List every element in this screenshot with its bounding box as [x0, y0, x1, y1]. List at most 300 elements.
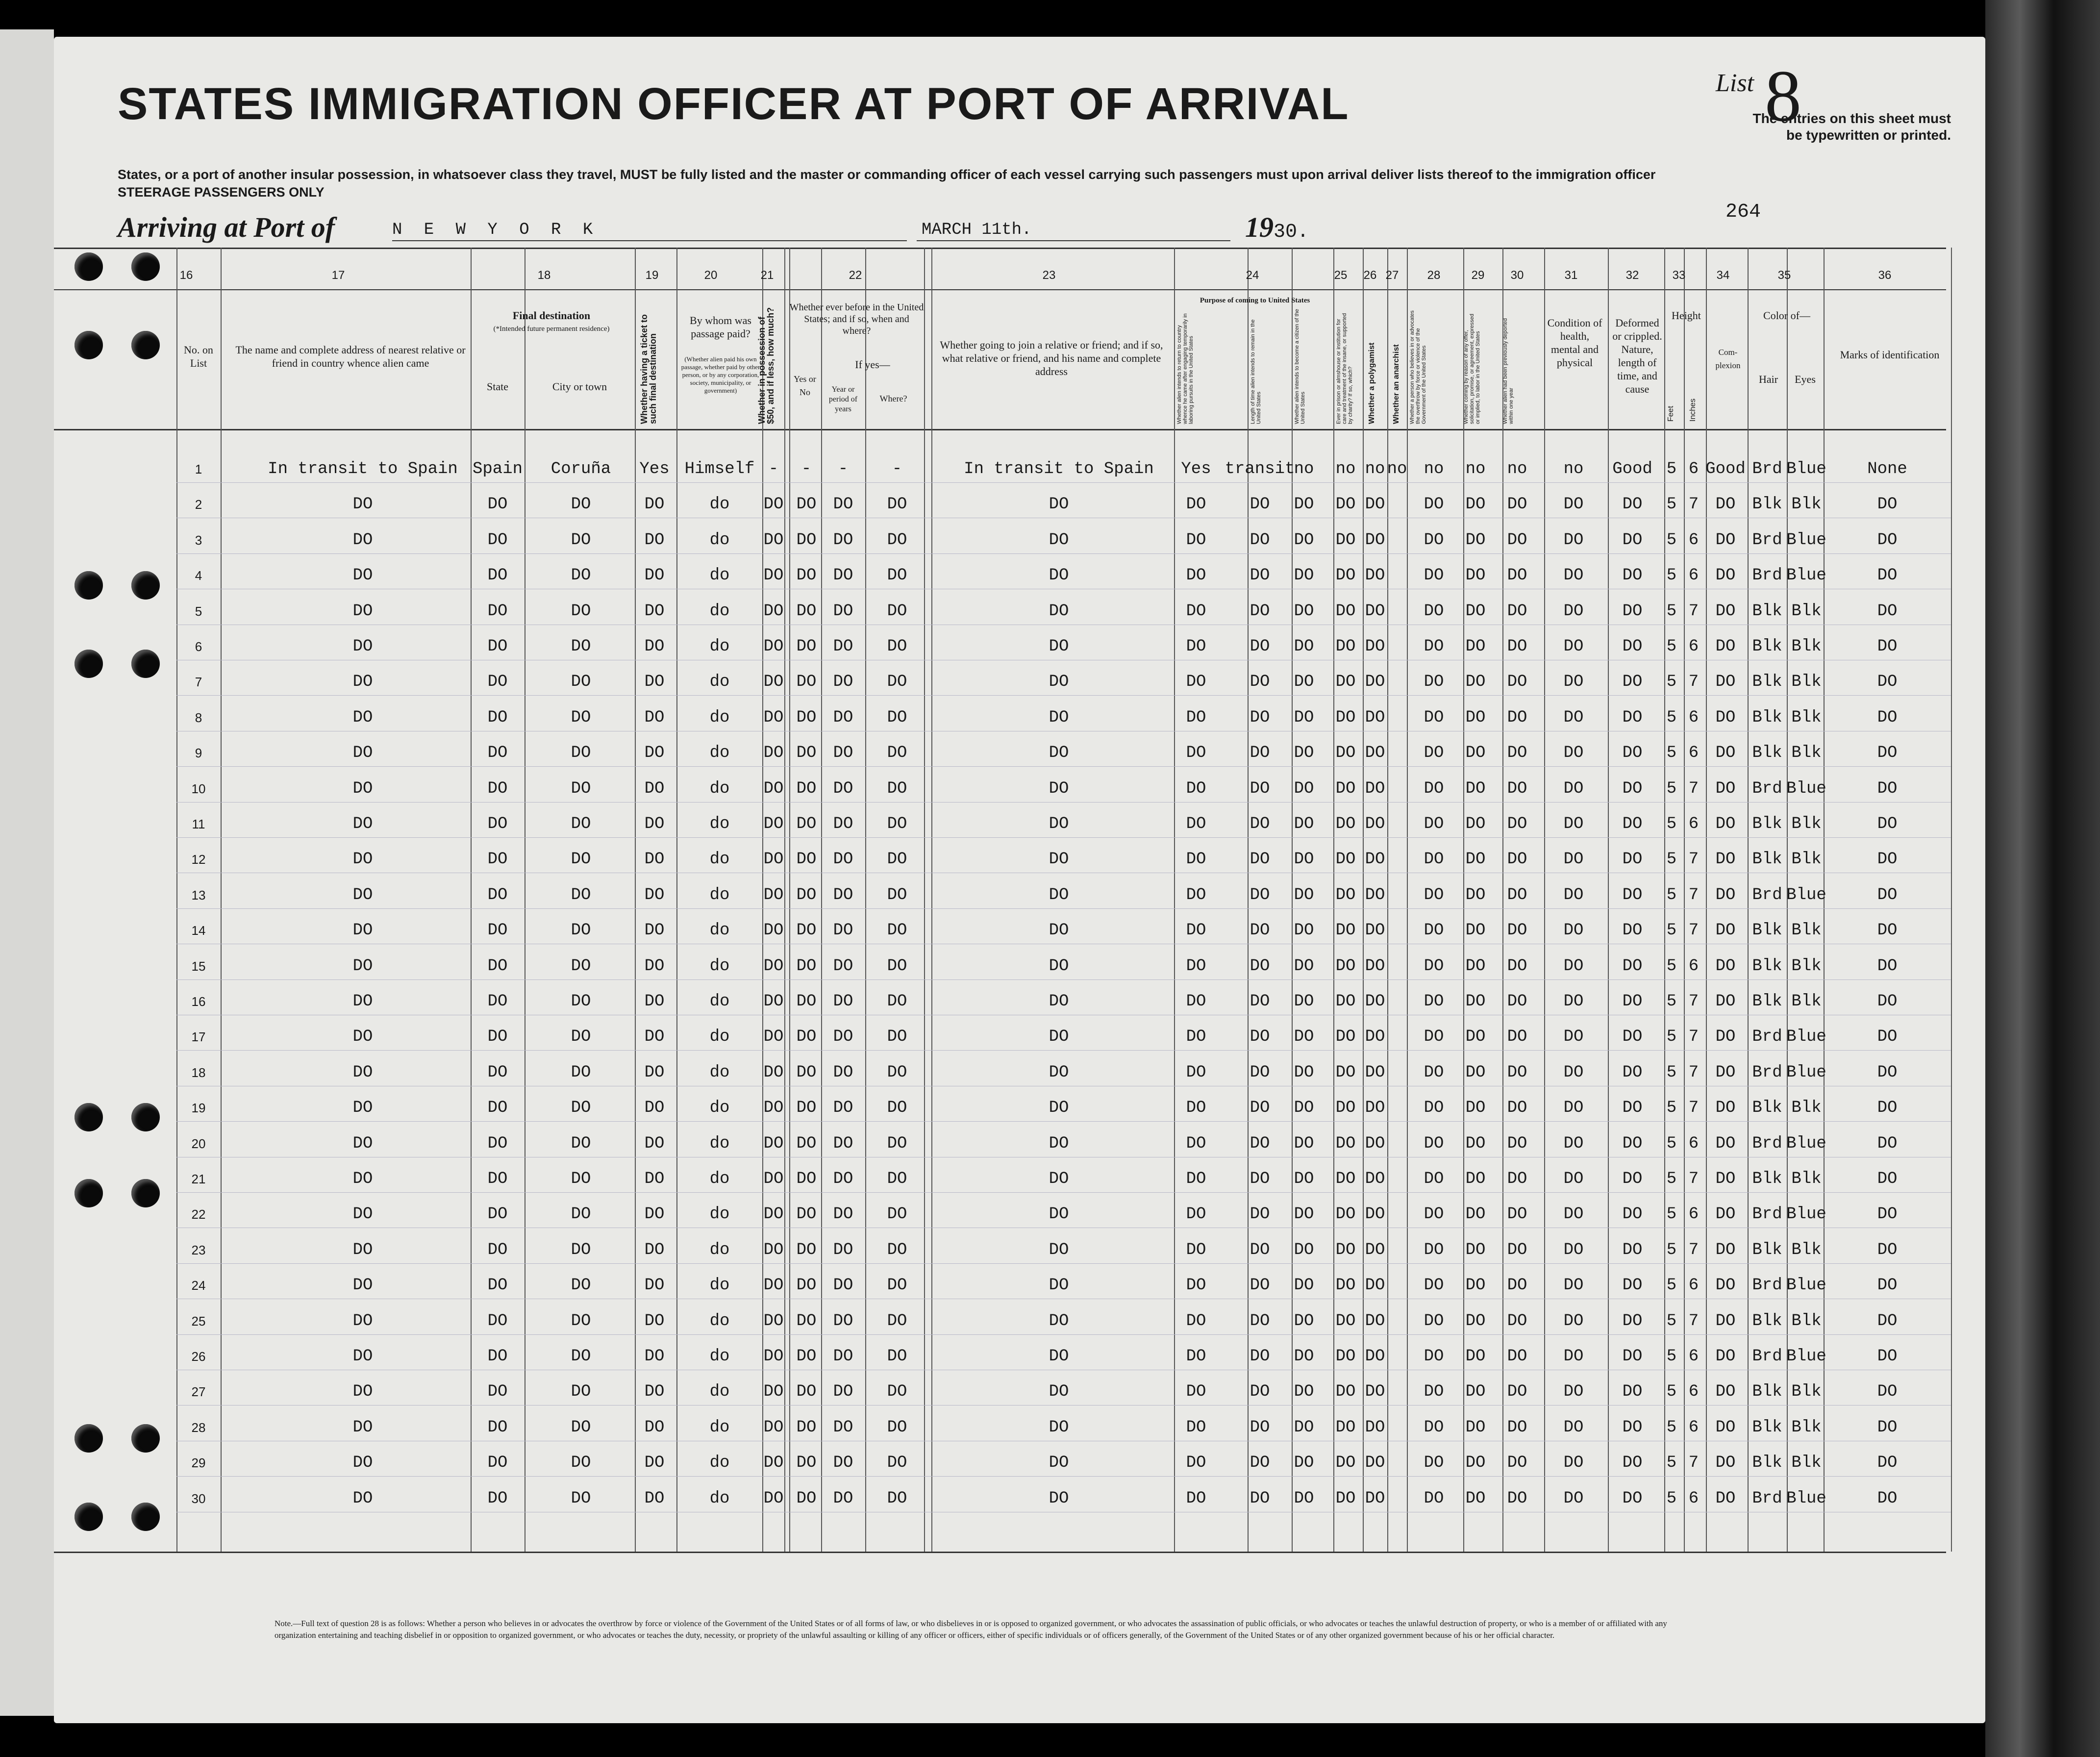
cell-hair: Blk: [1752, 1099, 1782, 1118]
cell-join: DO: [1049, 1099, 1069, 1118]
header-hair: Hair: [1758, 373, 1778, 385]
row-rule: [176, 979, 1951, 980]
cell-in: 6: [1688, 708, 1699, 727]
row-rule: [176, 908, 1951, 909]
cell-join: DO: [1049, 744, 1069, 763]
cell-c27: no: [1387, 460, 1407, 478]
column-number: 30: [1510, 269, 1524, 282]
cell-ft: 5: [1666, 1382, 1677, 1402]
column-rule: [635, 248, 636, 1552]
cell-rel: DO: [352, 1170, 373, 1188]
cell-c22c: DO: [887, 566, 907, 585]
cell-state: DO: [487, 637, 508, 656]
cell-c29: DO: [1465, 885, 1486, 904]
header-final-destination: Final destination: [512, 309, 591, 322]
column-number: 28: [1427, 269, 1441, 282]
cell-in: 6: [1688, 1347, 1699, 1366]
column-rule: [176, 248, 177, 1552]
cell-c30: DO: [1507, 885, 1527, 904]
cell-c21: DO: [763, 1311, 784, 1330]
cell-p3: no: [1294, 460, 1314, 478]
cell-rel: DO: [352, 637, 373, 656]
cell-p1: DO: [1186, 1276, 1206, 1295]
cell-city: DO: [571, 673, 591, 692]
cell-c22c: DO: [887, 921, 907, 940]
cell-ticket: DO: [644, 673, 665, 692]
cell-marks: DO: [1877, 1170, 1898, 1188]
cell-rel: In transit to Spain: [268, 460, 458, 478]
cell-c28: DO: [1424, 1134, 1444, 1153]
cell-eyes: Blue: [1786, 566, 1826, 585]
cell-c30: DO: [1507, 921, 1527, 940]
cell-c29: DO: [1465, 1311, 1486, 1330]
cell-in: 7: [1688, 495, 1699, 514]
column-rule: [1951, 248, 1952, 1552]
cell-p2: DO: [1250, 673, 1270, 692]
cell-city: DO: [571, 850, 591, 869]
cell-ft: 5: [1666, 1170, 1677, 1188]
cell-city: DO: [571, 992, 591, 1011]
cell-city: DO: [571, 1382, 591, 1402]
row-number: 21: [191, 1172, 206, 1186]
cell-comp: DO: [1715, 708, 1736, 727]
cell-c22c: DO: [887, 1028, 907, 1047]
cell-c28: DO: [1424, 956, 1444, 976]
cell-c30: DO: [1507, 530, 1527, 550]
punch-hole: [131, 1503, 160, 1531]
cell-paid: do: [709, 744, 730, 763]
punch-hole: [75, 650, 103, 678]
cell-p2: DO: [1250, 1170, 1270, 1188]
cell-p3: DO: [1294, 1028, 1314, 1047]
cell-c28: DO: [1424, 1347, 1444, 1366]
cell-hair: Brd: [1752, 885, 1782, 904]
cell-c26: DO: [1365, 495, 1385, 514]
cell-c25: DO: [1335, 1028, 1356, 1047]
column-rule: [221, 248, 222, 1552]
cell-c22a: -: [801, 460, 812, 478]
cell-c22b: DO: [833, 921, 853, 940]
row-number: 23: [191, 1242, 206, 1257]
cell-c26: DO: [1365, 956, 1385, 976]
cell-city: DO: [571, 744, 591, 763]
cell-state: DO: [487, 1170, 508, 1188]
cell-c31: DO: [1563, 1276, 1584, 1295]
cell-p1: DO: [1186, 495, 1206, 514]
column-rule: [784, 248, 785, 1552]
cell-ft: 5: [1666, 956, 1677, 976]
cell-eyes: Blk: [1791, 815, 1822, 833]
cell-c26: DO: [1365, 1063, 1385, 1082]
cell-c31: DO: [1563, 566, 1584, 585]
cell-c29: DO: [1465, 637, 1486, 656]
cell-city: DO: [571, 1205, 591, 1224]
cell-c26: DO: [1365, 850, 1385, 869]
cell-c22a: DO: [796, 708, 817, 727]
cell-join: DO: [1049, 956, 1069, 976]
cell-state: DO: [487, 1311, 508, 1330]
cell-rel: DO: [352, 1240, 373, 1259]
cell-paid: do: [709, 1489, 730, 1508]
cell-join: DO: [1049, 1489, 1069, 1508]
header-labor-offer: Whether coming by reason of any offer, solicitation, promise, or agreement, expressed or implied, to labor in the United States: [1463, 314, 1481, 424]
cell-p1: DO: [1186, 1134, 1206, 1153]
cell-p2: transit: [1225, 460, 1295, 478]
cell-c32: Good: [1612, 460, 1652, 478]
cell-c30: DO: [1507, 1240, 1527, 1259]
cell-in: 7: [1688, 992, 1699, 1011]
cell-p3: DO: [1294, 1382, 1314, 1402]
cell-hair: Brd: [1752, 530, 1782, 550]
cell-c28: DO: [1424, 1063, 1444, 1082]
cell-p2: DO: [1250, 744, 1270, 763]
cell-state: DO: [487, 1240, 508, 1259]
cell-city: DO: [571, 1063, 591, 1082]
cell-c25: DO: [1335, 637, 1356, 656]
header-year-period: Year or period of years: [828, 385, 858, 413]
cell-comp: DO: [1715, 1454, 1736, 1473]
cell-hair: Blk: [1752, 1240, 1782, 1259]
cell-marks: None: [1867, 460, 1907, 478]
cell-c30: DO: [1507, 1134, 1527, 1153]
row-number: 9: [195, 746, 202, 761]
cell-p2: DO: [1250, 708, 1270, 727]
punch-hole: [75, 1103, 103, 1131]
cell-p1: DO: [1186, 850, 1206, 869]
table-bottom-rule: [54, 1552, 1946, 1553]
cell-p1: DO: [1186, 744, 1206, 763]
cell-eyes: Blue: [1786, 1028, 1826, 1047]
cell-p2: DO: [1250, 1347, 1270, 1366]
cell-p2: DO: [1250, 637, 1270, 656]
cell-c25: DO: [1335, 566, 1356, 585]
cell-c22a: DO: [796, 1205, 817, 1224]
cell-rel: DO: [352, 1205, 373, 1224]
row-number: 24: [191, 1278, 206, 1293]
cell-rel: DO: [352, 1382, 373, 1402]
row-number: 27: [191, 1384, 206, 1400]
form-instructions: [118, 166, 1686, 201]
cell-hair: Blk: [1752, 815, 1782, 833]
cell-c28: DO: [1424, 1170, 1444, 1188]
column-rule: [1363, 248, 1364, 1552]
cell-c22b: DO: [833, 885, 853, 904]
cell-in: 7: [1688, 1311, 1699, 1330]
cell-ft: 5: [1666, 1099, 1677, 1118]
cell-state: DO: [487, 921, 508, 940]
cell-p2: DO: [1250, 1489, 1270, 1508]
cell-state: DO: [487, 1134, 508, 1153]
cell-c31: DO: [1563, 1311, 1584, 1330]
cell-city: DO: [571, 1028, 591, 1047]
cell-c25: DO: [1335, 495, 1356, 514]
cell-c22a: DO: [796, 885, 817, 904]
cell-c22c: DO: [887, 1311, 907, 1330]
cell-hair: Blk: [1752, 673, 1782, 692]
punch-hole: [75, 331, 103, 359]
row-number: 28: [191, 1420, 206, 1435]
header-feet: Feet: [1667, 405, 1675, 422]
cell-hair: Blk: [1752, 1170, 1782, 1188]
column-number: 31: [1564, 269, 1578, 282]
cell-city: DO: [571, 1454, 591, 1473]
cell-in: 6: [1688, 815, 1699, 833]
cell-c31: DO: [1563, 530, 1584, 550]
cell-c26: DO: [1365, 1205, 1385, 1224]
cell-hair: Brd: [1752, 1205, 1782, 1224]
cell-c22b: DO: [833, 744, 853, 763]
punch-hole: [131, 1103, 160, 1131]
cell-in: 7: [1688, 779, 1699, 798]
cell-in: 7: [1688, 850, 1699, 869]
cell-c21: DO: [763, 1454, 784, 1473]
cell-c31: DO: [1563, 885, 1584, 904]
cell-c32: DO: [1622, 1276, 1643, 1295]
cell-c21: DO: [763, 566, 784, 585]
header-deported: Whether alien had been previously deported within one year: [1502, 318, 1514, 424]
header-joining: Whether going to join a relative or friend; and if so, what relative or friend, and his name and complete address: [940, 339, 1163, 377]
cell-c32: DO: [1622, 850, 1643, 869]
cell-c30: DO: [1507, 1489, 1527, 1508]
column-number: 19: [645, 269, 659, 282]
cell-marks: DO: [1877, 1028, 1898, 1047]
cell-paid: do: [709, 1028, 730, 1047]
cell-join: DO: [1049, 815, 1069, 833]
cell-paid: do: [709, 885, 730, 904]
cell-in: 7: [1688, 1099, 1699, 1118]
cell-c21: DO: [763, 992, 784, 1011]
cell-c30: DO: [1507, 779, 1527, 798]
column-number: 22: [849, 269, 862, 282]
cell-paid: do: [709, 495, 730, 514]
column-number: 26: [1363, 269, 1377, 282]
cell-eyes: Blue: [1786, 1276, 1826, 1295]
cell-c26: DO: [1365, 1489, 1385, 1508]
cell-c22a: DO: [796, 1028, 817, 1047]
cell-comp: DO: [1715, 1418, 1736, 1437]
cell-p3: DO: [1294, 1099, 1314, 1118]
cell-p2: DO: [1250, 1028, 1270, 1047]
cell-c22a: DO: [796, 779, 817, 798]
column-number: 24: [1246, 269, 1259, 282]
cell-ft: 5: [1666, 744, 1677, 763]
cell-p1: DO: [1186, 992, 1206, 1011]
cell-c22a: DO: [796, 1418, 817, 1437]
cell-eyes: Blk: [1791, 637, 1822, 656]
cell-eyes: Blk: [1791, 1454, 1822, 1473]
cell-c22a: DO: [796, 1134, 817, 1153]
cell-p1: DO: [1186, 708, 1206, 727]
cell-comp: DO: [1715, 602, 1736, 621]
cell-c25: DO: [1335, 885, 1356, 904]
binding-edge: [1985, 0, 2100, 1757]
cell-paid: do: [709, 1382, 730, 1402]
cell-marks: DO: [1877, 1347, 1898, 1366]
cell-marks: DO: [1877, 602, 1898, 621]
cell-c32: DO: [1622, 602, 1643, 621]
cell-state: DO: [487, 1382, 508, 1402]
column-number: 33: [1672, 269, 1686, 282]
cell-c32: DO: [1622, 1205, 1643, 1224]
row-number: 8: [195, 710, 202, 725]
cell-c25: DO: [1335, 850, 1356, 869]
column-rule: [1608, 248, 1609, 1552]
cell-c31: DO: [1563, 637, 1584, 656]
cell-eyes: Blk: [1791, 1240, 1822, 1259]
cell-c21: DO: [763, 1028, 784, 1047]
cell-p3: DO: [1294, 637, 1314, 656]
row-number: 22: [191, 1207, 206, 1222]
cell-ft: 5: [1666, 673, 1677, 692]
cell-ft: 5: [1666, 885, 1677, 904]
cell-c22b: DO: [833, 495, 853, 514]
column-rule: [1664, 248, 1665, 1552]
cell-p1: DO: [1186, 1347, 1206, 1366]
cell-eyes: Blue: [1786, 1489, 1826, 1508]
header-if-yes: If yes—: [855, 358, 890, 371]
cell-c29: DO: [1465, 1134, 1486, 1153]
cell-ft: 5: [1666, 992, 1677, 1011]
column-number: 35: [1777, 269, 1791, 282]
cell-c31: DO: [1563, 815, 1584, 833]
cell-c28: DO: [1424, 1454, 1444, 1473]
cell-c26: DO: [1365, 921, 1385, 940]
cell-c26: DO: [1365, 779, 1385, 798]
cell-paid: do: [709, 1454, 730, 1473]
punch-hole: [131, 252, 160, 281]
cell-c31: DO: [1563, 992, 1584, 1011]
cell-c32: DO: [1622, 1240, 1643, 1259]
cell-state: DO: [487, 530, 508, 550]
cell-c22b: DO: [833, 637, 853, 656]
cell-c30: DO: [1507, 1418, 1527, 1437]
cell-ft: 5: [1666, 1347, 1677, 1366]
cell-c22a: DO: [796, 1347, 817, 1366]
punch-hole: [75, 1179, 103, 1207]
cell-hair: Blk: [1752, 956, 1782, 976]
cell-city: DO: [571, 1099, 591, 1118]
header-eyes: Eyes: [1795, 373, 1816, 385]
cell-rel: DO: [352, 602, 373, 621]
cell-c32: DO: [1622, 673, 1643, 692]
cell-comp: DO: [1715, 1276, 1736, 1295]
cell-c26: DO: [1365, 992, 1385, 1011]
cell-p1: DO: [1186, 1311, 1206, 1330]
cell-c31: DO: [1563, 1347, 1584, 1366]
cell-state: DO: [487, 1347, 508, 1366]
cell-c32: DO: [1622, 992, 1643, 1011]
row-number: 18: [191, 1065, 206, 1080]
cell-c25: DO: [1335, 1063, 1356, 1082]
cell-p1: DO: [1186, 1205, 1206, 1224]
cell-c28: DO: [1424, 1276, 1444, 1295]
column-rule: [1706, 248, 1707, 1552]
cell-marks: DO: [1877, 956, 1898, 976]
header-overthrow: Whether a person who believes in or advocates the overthrow by force or violence of the Government of the United States: [1409, 310, 1427, 424]
cell-c32: DO: [1622, 530, 1643, 550]
cell-c29: DO: [1465, 1489, 1486, 1508]
cell-comp: DO: [1715, 744, 1736, 763]
cell-c32: DO: [1622, 1170, 1643, 1188]
column-number: 29: [1471, 269, 1485, 282]
cell-c28: DO: [1424, 708, 1444, 727]
cell-ft: 5: [1666, 1276, 1677, 1295]
cell-join: DO: [1049, 530, 1069, 550]
cell-c26: DO: [1365, 744, 1385, 763]
cell-p3: DO: [1294, 1063, 1314, 1082]
cell-c30: DO: [1507, 673, 1527, 692]
cell-city: DO: [571, 566, 591, 585]
row-rule: [176, 482, 1951, 483]
cell-c22c: DO: [887, 1418, 907, 1437]
cell-c30: DO: [1507, 744, 1527, 763]
cell-hair: Blk: [1752, 1311, 1782, 1330]
cell-state: DO: [487, 1205, 508, 1224]
cell-join: DO: [1049, 1240, 1069, 1259]
cell-join: DO: [1049, 708, 1069, 727]
cell-c22b: DO: [833, 1489, 853, 1508]
cell-c28: DO: [1424, 1382, 1444, 1402]
cell-c22c: DO: [887, 885, 907, 904]
cell-paid: do: [709, 1418, 730, 1437]
cell-c32: DO: [1622, 815, 1643, 833]
cell-c30: DO: [1507, 1063, 1527, 1082]
row-number: 25: [191, 1313, 206, 1329]
cell-c29: DO: [1465, 815, 1486, 833]
cell-c32: DO: [1622, 1489, 1643, 1508]
row-rule: [176, 1476, 1951, 1477]
cell-c22b: DO: [833, 1240, 853, 1259]
cell-state: DO: [487, 673, 508, 692]
cell-eyes: Blue: [1786, 779, 1826, 798]
cell-c32: DO: [1622, 921, 1643, 940]
cell-p2: DO: [1250, 1205, 1270, 1224]
cell-c32: DO: [1622, 744, 1643, 763]
cell-marks: DO: [1877, 673, 1898, 692]
cell-c22c: DO: [887, 992, 907, 1011]
cell-p3: DO: [1294, 1276, 1314, 1295]
cell-c21: DO: [763, 530, 784, 550]
cell-city: Coruña: [550, 460, 611, 478]
cell-comp: DO: [1715, 992, 1736, 1011]
cell-c22b: DO: [833, 779, 853, 798]
cell-c32: DO: [1622, 637, 1643, 656]
cell-state: DO: [487, 1454, 508, 1473]
row-number: 7: [195, 675, 202, 690]
cell-c28: DO: [1424, 815, 1444, 833]
cell-c21: DO: [763, 673, 784, 692]
punch-hole: [75, 252, 103, 281]
cell-c22b: DO: [833, 815, 853, 833]
cell-c29: DO: [1465, 708, 1486, 727]
cell-ticket: DO: [644, 1276, 665, 1295]
cell-join: DO: [1049, 637, 1069, 656]
cell-ft: 5: [1666, 1063, 1677, 1082]
cell-marks: DO: [1877, 1240, 1898, 1259]
cell-city: DO: [571, 921, 591, 940]
header-city: City or town: [552, 380, 607, 393]
cell-c29: DO: [1465, 1099, 1486, 1118]
cell-c21: DO: [763, 1418, 784, 1437]
cell-paid: do: [709, 637, 730, 656]
cell-c30: DO: [1507, 815, 1527, 833]
cell-c22a: DO: [796, 956, 817, 976]
cell-c25: DO: [1335, 1134, 1356, 1153]
cell-ticket: DO: [644, 815, 665, 833]
cell-c30: no: [1507, 460, 1527, 478]
cell-c22a: DO: [796, 992, 817, 1011]
cell-c25: DO: [1335, 530, 1356, 550]
